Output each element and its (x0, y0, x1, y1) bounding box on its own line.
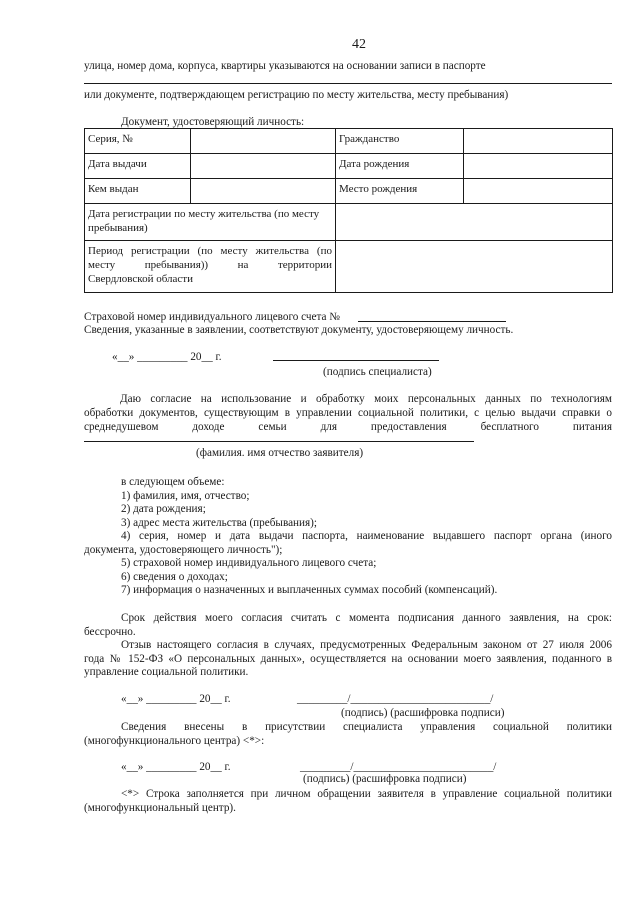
applicant-sign-date: «__» _________ 20__ г. (121, 693, 231, 705)
registration-period-label-line1: Период регистрации (по месту жительства (по (88, 245, 332, 257)
issue-date-label: Дата выдачи (85, 154, 191, 179)
list-item: 4) серия, номер и дата выдачи паспорта, наименование выдавшего паспорт органа (иного (121, 530, 612, 542)
series-label: Серия, № (85, 129, 191, 154)
applicant-name-caption: (фамилия. имя отчество заявителя) (196, 447, 364, 459)
revocation-line1: Отзыв настоящего согласия в случаях, предусмотренных Федеральным законом от 27 июля 2006 (121, 639, 612, 651)
list-item: 5) страховой номер индивидуального лицевого счета; (121, 557, 377, 569)
table-row (85, 241, 613, 293)
applicant-name-field[interactable] (84, 441, 474, 442)
birth-date-field[interactable] (464, 154, 613, 179)
consent-line3: среднедушевом доходе семьи для предоставления бесплатного питания (84, 421, 612, 433)
issue-date-field[interactable] (191, 154, 336, 179)
presence-line2: (многофункционального центра) <*>: (84, 735, 265, 747)
issued-by-field[interactable] (191, 179, 336, 204)
citizenship-field[interactable] (464, 129, 613, 154)
birth-date-label: Дата рождения (336, 154, 464, 179)
registration-period-field[interactable] (336, 241, 613, 293)
registration-date-label-line2: пребывания) (88, 222, 148, 234)
citizenship-label: Гражданство (336, 129, 464, 154)
registration-date-label-line1: Дата регистрации по месту жительства (по месту (88, 208, 320, 220)
specialist2-signature-line[interactable]: _________/_________________________/ (300, 761, 497, 773)
specialist2-signature-caption: (подпись) (расшифровка подписи) (303, 773, 467, 785)
id-document-heading: Документ, удостоверяющий личность: (121, 116, 305, 128)
snils-field[interactable] (358, 321, 506, 322)
address-blank-line[interactable] (84, 83, 612, 84)
page-number: 42 (352, 37, 366, 52)
validity-line2: бессрочно. (84, 626, 136, 638)
registration-period-label-line3: Свердловской области (88, 273, 193, 285)
list-item: документа, удостоверяющего личность"); (84, 544, 283, 556)
list-item: 3) адрес места жительства (пребывания); (121, 517, 317, 529)
table-row (85, 129, 613, 154)
series-field[interactable] (191, 129, 336, 154)
issued-by-label: Кем выдан (85, 179, 191, 204)
table-row (85, 154, 613, 179)
list-item: 1) фамилия, имя, отчество; (121, 490, 250, 502)
specialist-sign-date: «__» _________ 20__ г. (112, 351, 222, 363)
specialist2-sign-date: «__» _________ 20__ г. (121, 761, 231, 773)
verification-statement: Сведения, указанные в заявлении, соответствуют документу, удостоверяющему личность. (84, 324, 514, 336)
registration-date-field[interactable] (336, 204, 613, 241)
scope-heading: в следующем объеме: (121, 476, 225, 488)
birth-place-label: Место рождения (336, 179, 464, 204)
list-item: 2) дата рождения; (121, 503, 206, 515)
consent-line2: обработки документов, существующим в управлении социальной политики, с целью выдачи справки о (84, 407, 612, 419)
specialist-signature-line[interactable] (273, 360, 439, 361)
specialist-signature-caption: (подпись специалиста) (323, 366, 432, 378)
table-row (85, 204, 613, 241)
footnote-line2: (многофункциональный центр). (84, 802, 236, 814)
registration-date-label (85, 204, 336, 241)
applicant-signature-line[interactable]: _________/_________________________/ (297, 693, 494, 705)
applicant-signature-caption: (подпись) (расшифровка подписи) (341, 707, 505, 719)
validity-line1: Срок действия моего согласия считать с момента подписания данного заявления, на срок: (121, 612, 612, 624)
address-note-line2: или документе, подтверждающем регистрацию по месту жительства, месту пребывания) (84, 89, 509, 101)
snils-label: Страховой номер индивидуального лицевого счета № (84, 311, 340, 323)
address-note-line1: улица, номер дома, корпуса, квартиры указываются на основании записи в паспорте (84, 60, 486, 72)
consent-line1: Даю согласие на использование и обработку моих персональных данных по технологиям (120, 393, 612, 405)
footnote-line1: <*> Строка заполняется при личном обращении заявителя в управление социальной политики (121, 788, 612, 800)
id-document-table (84, 128, 613, 293)
registration-period-label (85, 241, 336, 293)
registration-period-label-line2: месту пребывания)) на территории (88, 259, 332, 271)
list-item: 6) сведения о доходах; (121, 571, 228, 583)
revocation-line3: управление социальной политики. (84, 666, 249, 678)
table-row (85, 179, 613, 204)
birth-place-field[interactable] (464, 179, 613, 204)
revocation-line2: года № 152-ФЗ «О персональных данных», осуществляется на основании моего заявления, поданного в (84, 653, 612, 665)
list-item: 7) информация о назначенных и выплаченных суммах пособий (компенсаций). (121, 584, 498, 596)
presence-line1: Сведения внесены в присутствии специалиста управления социальной политики (121, 721, 612, 733)
